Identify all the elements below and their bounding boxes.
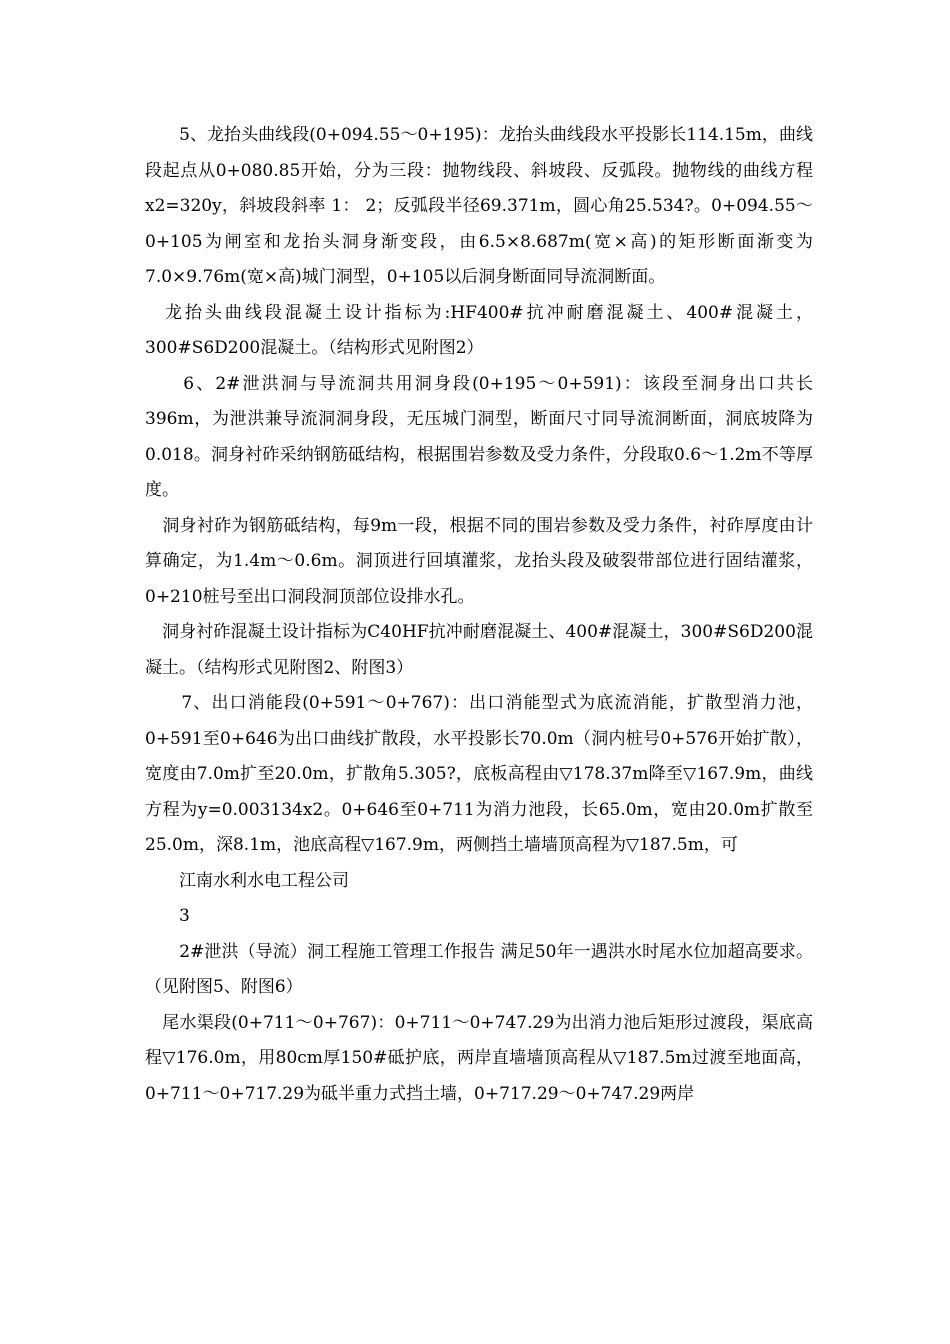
company-name: 江南水利水电工程公司 (145, 870, 349, 891)
paragraph-tailrace: 尾水渠段(0+711～0+767)：0+711～0+747.29为出消力池后矩形过渡段，渠底高程▽176.0m，用80cm厚150#砥护底，两岸直墙墙顶高程从▽187.5m过渡至地面高，0+711～0+717.29为砥半重力式挡土墙，0+717.29～0+747.29两岸 (145, 1012, 813, 1104)
paragraph-section-7: 7、出口消能段(0+591～0+767)：出口消能型式为底流消能，扩散型消力池，0+591至0+646为出口曲线扩散段，水平投影长70.0m（洞内桩号0+576开始扩散），宽度由7.0m扩至20.0m，扩散角5.305?，底板高程由▽178.37m降至▽167.9m，曲线方程为y=0.003134x2。0+646至0+711为消力池段，长65.0m，宽由20.0m扩散至25.0m，深8.1m，池底高程▽167.9m，两侧挡土墙墙顶高程为▽187.5m，可 (145, 693, 813, 855)
page-number: 3 (145, 906, 190, 926)
paragraph-report-title-continued: 2#泄洪（导流）洞工程施工管理工作报告 满足50年一遇洪水时尾水位加超高要求。（见附图5、附图6） (145, 941, 813, 997)
paragraph-section-6: 6、2#泄洪洞与导流洞共用洞身段(0+195～0+591)：该段至洞身出口共长396m，为泄洪兼导流洞洞身段，无压城门洞型，断面尺寸同导流洞断面，洞底坡降为0.018。洞身衬砟采纳钢筋砥结构，根据围岩参数及受力条件，分段取0.6～1.2m不等厚度。 (145, 373, 813, 500)
paragraph-lining-structure: 洞身衬砟为钢筋砥结构，每9m一段，根据不同的围岩参数及受力条件，衬砟厚度由计算确定，为1.4m～0.6m。洞顶进行回填灌浆，龙抬头段及破裂带部位进行固结灌浆，0+210桩号至出口洞段洞顶部位设排水孔。 (145, 515, 813, 607)
body-text (145, 118, 813, 1112)
paragraph-concrete-spec-2: 洞身衬砟混凝土设计指标为C40HF抗冲耐磨混凝土、400#混凝土，300#S6D200混凝土。（结构形式见附图2、附图3） (145, 622, 813, 678)
paragraph-concrete-spec-1: 龙抬头曲线段混凝土设计指标为:HF400#抗冲耐磨混凝土、400#混凝土，300#S6D200混凝土。（结构形式见附图2） (145, 302, 813, 358)
paragraph-section-5: 5、龙抬头曲线段(0+094.55～0+195)：龙抬头曲线段水平投影长114.15m，曲线段起点从0+080.85开始，分为三段：抛物线段、斜坡段、反弧段。抛物线的曲线方程x2=320y，斜坡段斜率 1： 2；反弧段半径69.371m，圆心角25.534?。0+094.55～0+105为闸室和龙抬头洞身渐变段，由6.5×8.687m(宽×高)的矩形断面渐变为7.0×9.76m(宽×高)城门洞型，0+105以后洞身断面同导流洞断面。 (145, 125, 813, 287)
